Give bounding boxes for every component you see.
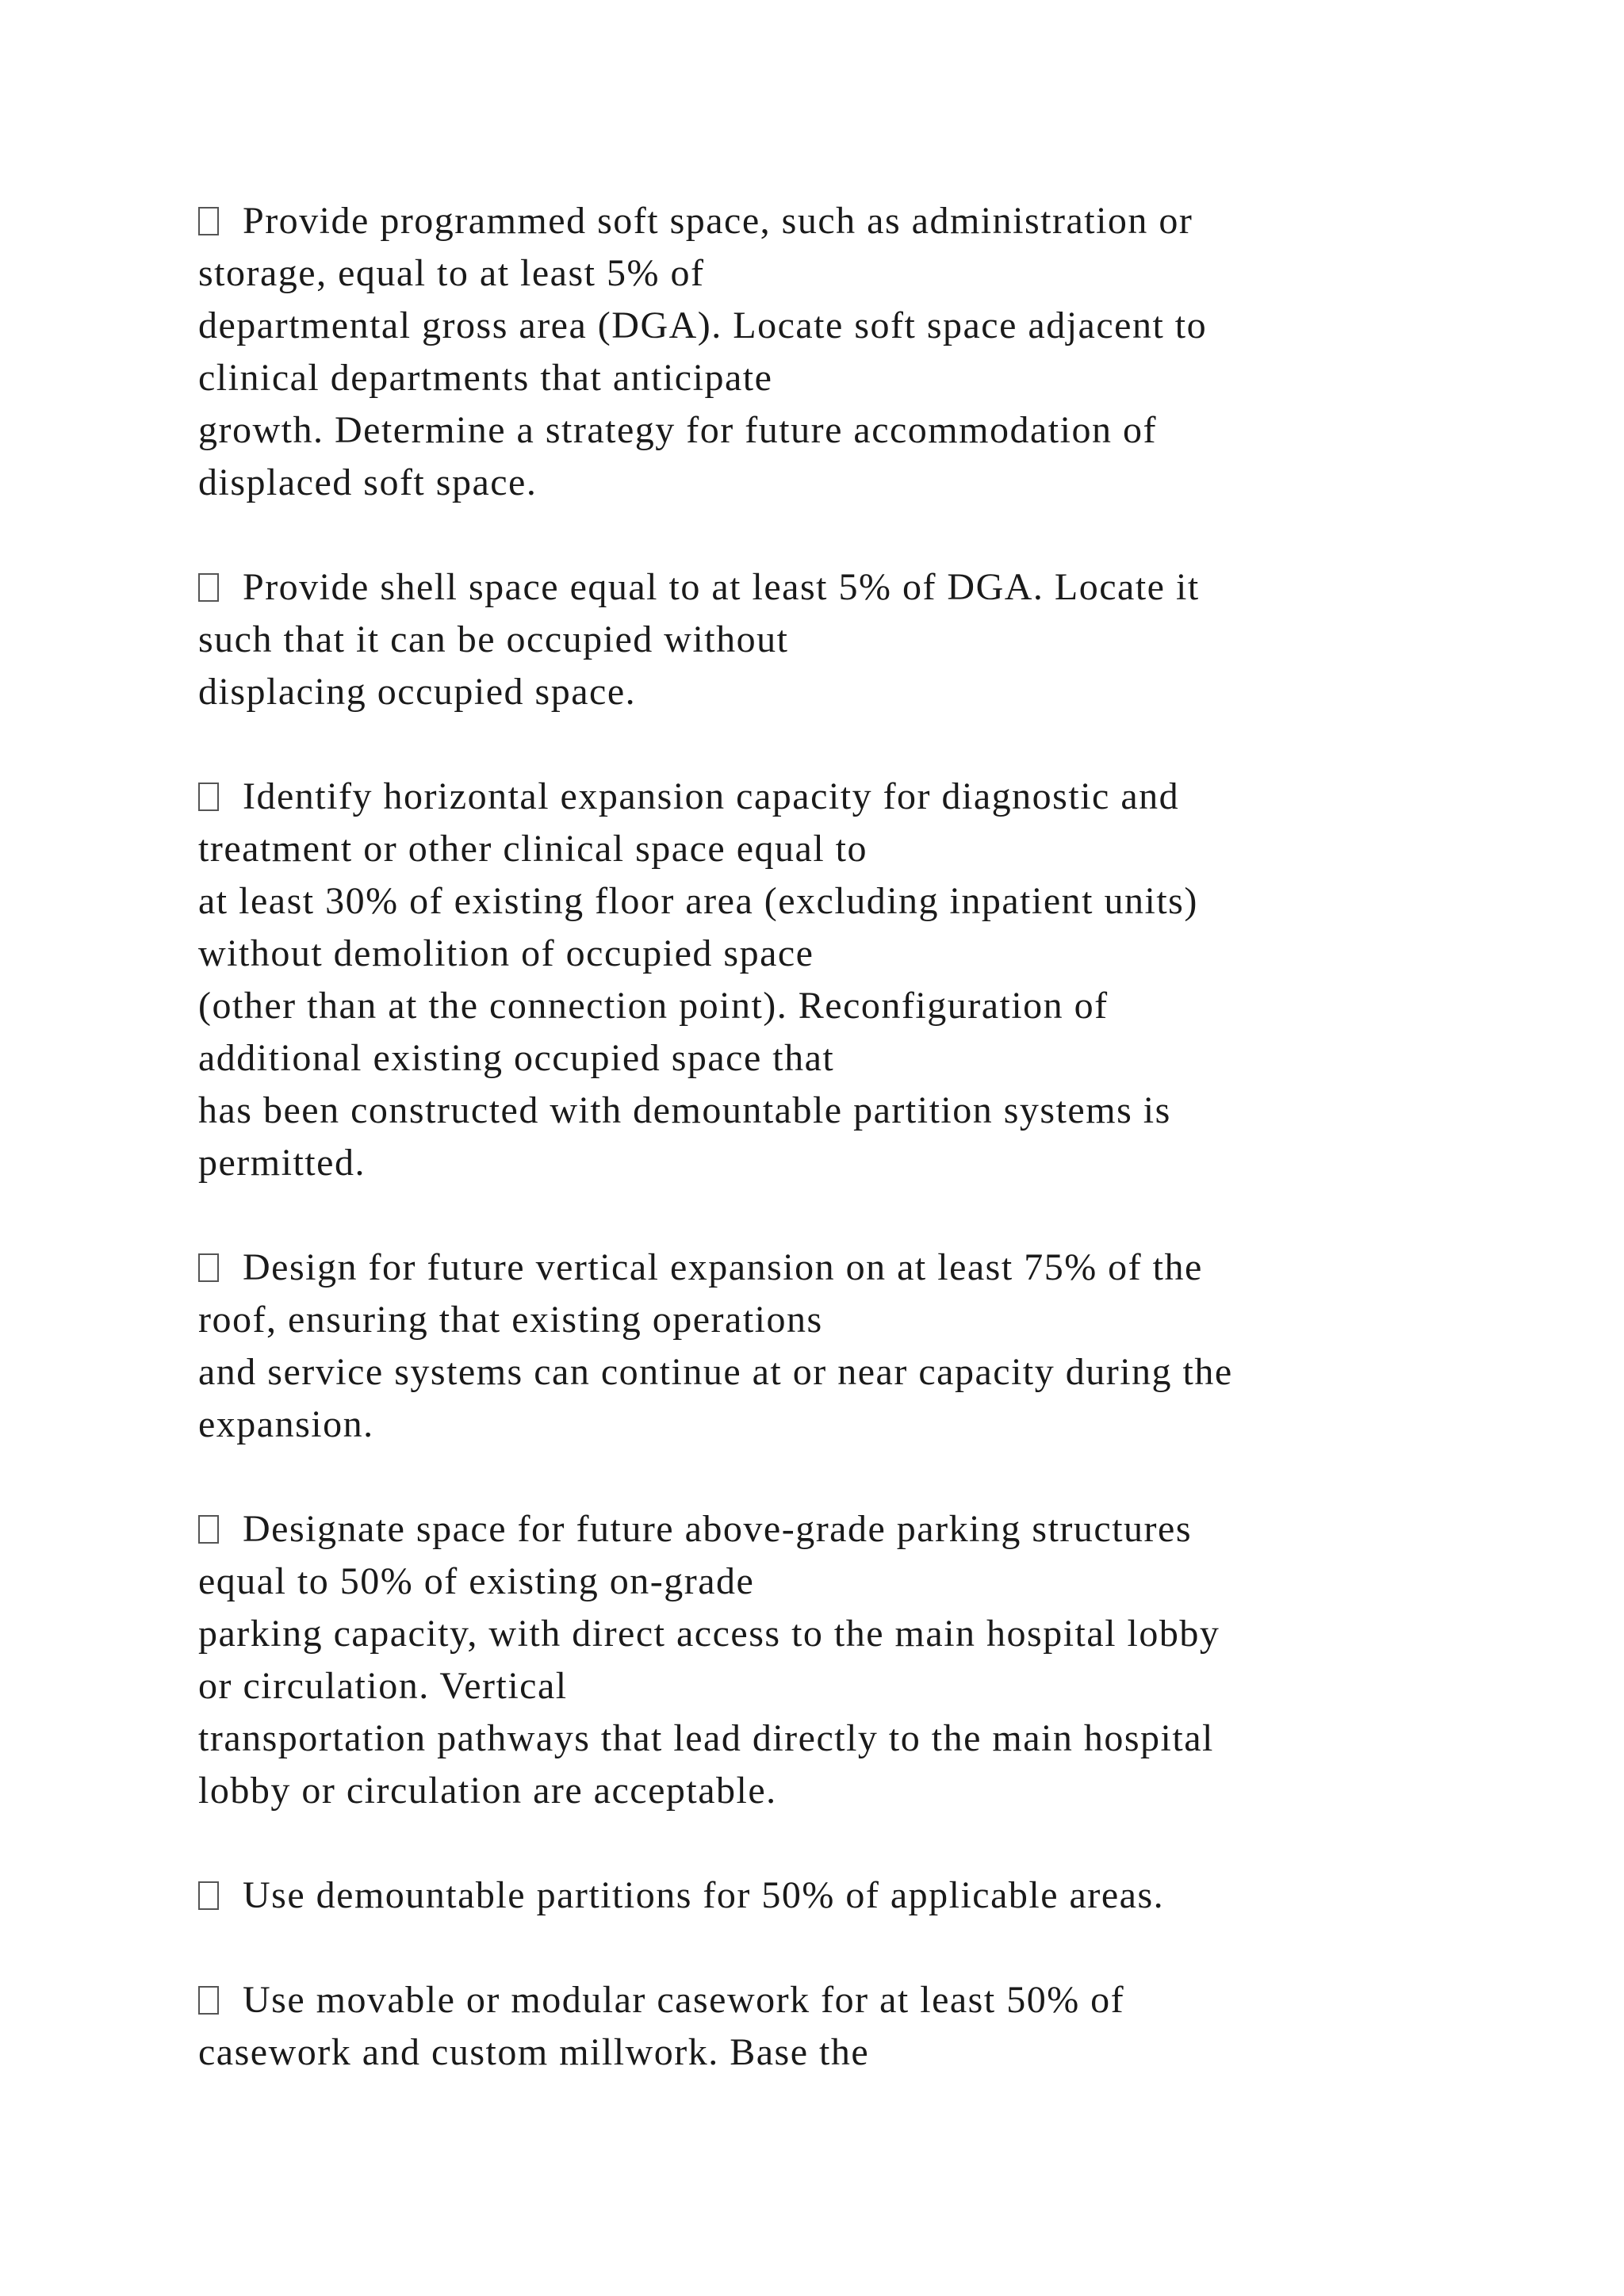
text-line: displacing occupied space. (198, 671, 637, 713)
text-line: displaced soft space. (198, 461, 538, 503)
text-line: additional existing occupied space that (198, 1037, 835, 1079)
square-bullet-icon (198, 783, 219, 811)
square-bullet-icon (198, 573, 219, 602)
text-line: parking capacity, with direct access to the main hospital lobby (198, 1613, 1220, 1655)
text-line: transportation pathways that lead directly to the main hospital (198, 1717, 1214, 1759)
text-line: Use demountable partitions for 50% of applicable areas. (198, 1869, 1435, 1922)
paragraph-demountable-partitions (198, 1869, 1435, 1922)
text-line: without demolition of occupied space (198, 932, 814, 974)
text-line: treatment or other clinical space equal to (198, 828, 868, 870)
paragraph-horizontal-expansion (198, 771, 1435, 1189)
paragraph-soft-space (198, 195, 1435, 509)
document-body (198, 195, 1435, 2131)
text-line: at least 30% of existing floor area (excluding inpatient units) (198, 880, 1198, 922)
text-line: Design for future vertical expansion on at least 75% of the (198, 1242, 1435, 1294)
text-line: equal to 50% of existing on-grade (198, 1560, 755, 1602)
paragraph-vertical-expansion (198, 1242, 1435, 1451)
text-line: clinical departments that anticipate (198, 357, 773, 399)
square-bullet-icon (198, 207, 219, 235)
text-line: or circulation. Vertical (198, 1665, 568, 1707)
paragraph-modular-casework (198, 1974, 1435, 2079)
text-line: Identify horizontal expansion capacity for diagnostic and (198, 771, 1435, 823)
square-bullet-icon (198, 1515, 219, 1544)
text-line: Use movable or modular casework for at least 50% of (198, 1974, 1435, 2026)
text-line: Provide programmed soft space, such as administration or (198, 195, 1435, 247)
text-line: permitted. (198, 1142, 366, 1184)
text-line: such that it can be occupied without (198, 618, 789, 660)
text-line: Provide shell space equal to at least 5% of DGA. Locate it (198, 561, 1435, 614)
text-line: Designate space for future above-grade parking structures (198, 1503, 1435, 1556)
text-line: roof, ensuring that existing operations (198, 1299, 823, 1341)
text-line: departmental gross area (DGA). Locate soft space adjacent to (198, 304, 1208, 346)
text-line: growth. Determine a strategy for future accommodation of (198, 409, 1157, 451)
text-line: lobby or circulation are acceptable. (198, 1770, 777, 1812)
paragraph-parking-structures (198, 1503, 1435, 1817)
text-line: (other than at the connection point). Reconfiguration of (198, 985, 1109, 1027)
square-bullet-icon (198, 1986, 219, 2015)
text-line: storage, equal to at least 5% of (198, 252, 705, 294)
text-line: and service systems can continue at or near capacity during the (198, 1351, 1233, 1393)
text-line: casework and custom millwork. Base the (198, 2031, 870, 2073)
text-line: has been constructed with demountable partition systems is (198, 1089, 1171, 1131)
square-bullet-icon (198, 1881, 219, 1910)
paragraph-shell-space (198, 561, 1435, 718)
text-line: expansion. (198, 1403, 374, 1445)
square-bullet-icon (198, 1253, 219, 1282)
